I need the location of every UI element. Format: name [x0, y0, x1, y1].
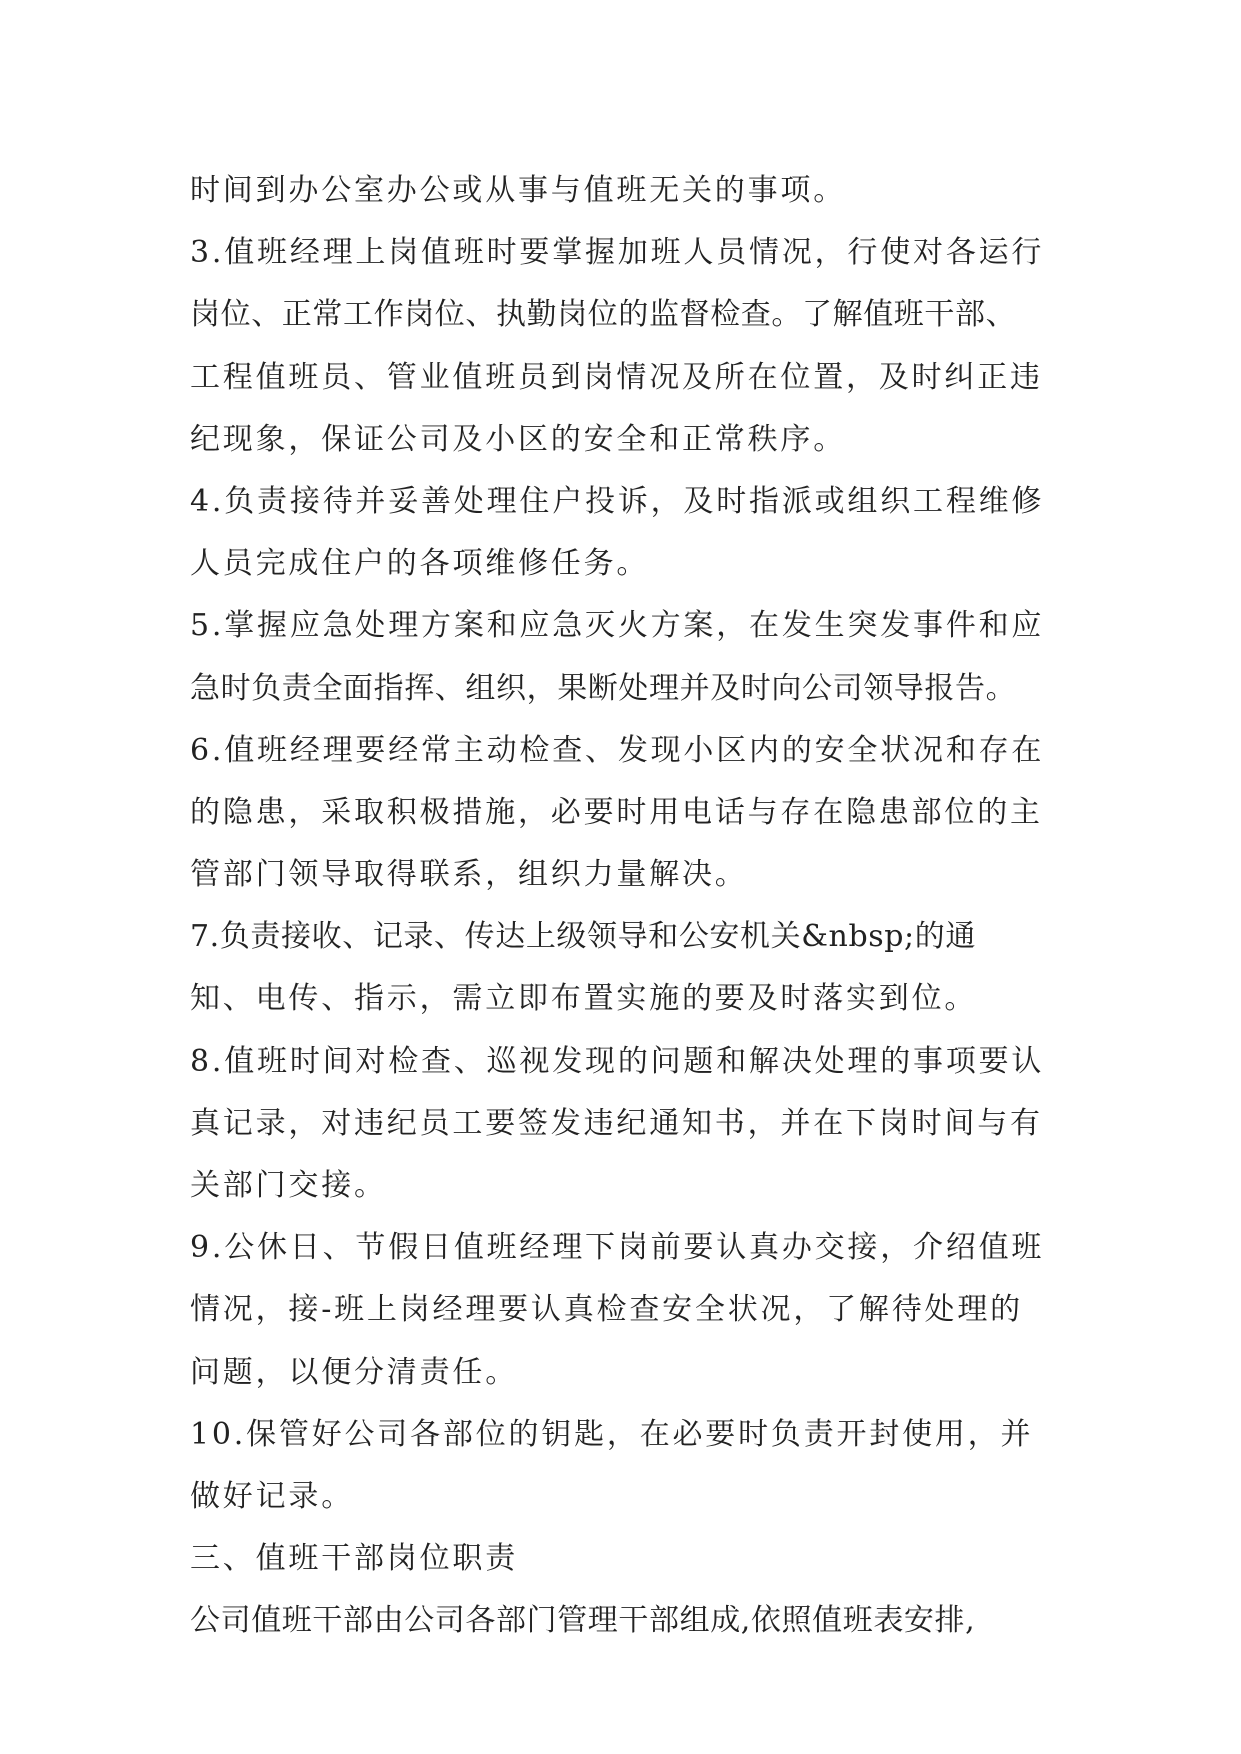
text-line: 时间到办公室办公或从事与值班无关的事项。: [190, 173, 846, 208]
text-line: 真记录，对违纪员工要签发违纪通知书，并在下岗时间与有: [190, 1105, 1043, 1141]
text-line: 6.值班经理要经常主动检查、发现小区内的安全状况和存在: [190, 732, 1045, 768]
text-line: 工程值班员、管业值班员到岗情况及所在位置，及时纠正违: [190, 359, 1043, 395]
text-line: 3.值班经理上岗值班时要掌握加班人员情况，行使对各运行: [190, 235, 1045, 271]
text-line: 岗位、正常工作岗位、执勤岗位的监督检查。了解值班干部、: [190, 297, 1017, 333]
text-line: 情况，接-班上岗经理要认真检查安全状况，了解待处理的: [190, 1292, 1023, 1328]
text-line: 的隐患，采取积极措施，必要时用电话与存在隐患部位的主: [190, 794, 1043, 830]
text-line: 9.公休日、节假日值班经理下岗前要认真办交接，介绍值班: [190, 1230, 1045, 1266]
text-line: 做好记录。: [190, 1478, 354, 1514]
text-line: 10.保管好公司各部位的钥匙，在必要时负责开封使用，并: [190, 1416, 1034, 1452]
text-line: 4.负责接待并妥善处理住户投诉，及时指派或组织工程维修: [190, 483, 1045, 519]
body-text: [190, 160, 1050, 1653]
text-line: 7.负责接收、记录、传达上级领导和公安机关&nbsp;的通: [190, 919, 976, 955]
section-heading: 三、值班干部岗位职责: [190, 1541, 518, 1577]
text-line: 关部门交接。: [190, 1168, 387, 1203]
text-line: 知、电传、指示，需立即布置实施的要及时落实到位。: [190, 981, 978, 1017]
text-line: 急时负责全面指挥、组织，果断处理并及时向公司领导报告。: [190, 670, 1017, 706]
text-line: 公司值班干部由公司各部门管理干部组成,依照值班表安排,: [190, 1603, 976, 1639]
text-line: 5.掌握应急处理方案和应急灭火方案，在发生突发事件和应: [190, 608, 1045, 644]
text-line: 人员完成住户的各项维修任务。: [190, 546, 650, 582]
text-line: 纪现象，保证公司及小区的安全和正常秩序。: [190, 421, 846, 457]
text-line: 管部门领导取得联系，组织力量解决。: [190, 857, 748, 893]
text-line: 问题，以便分清责任。: [190, 1354, 518, 1390]
text-line: 8.值班时间对检查、巡视发现的问题和解决处理的事项要认: [190, 1043, 1045, 1079]
